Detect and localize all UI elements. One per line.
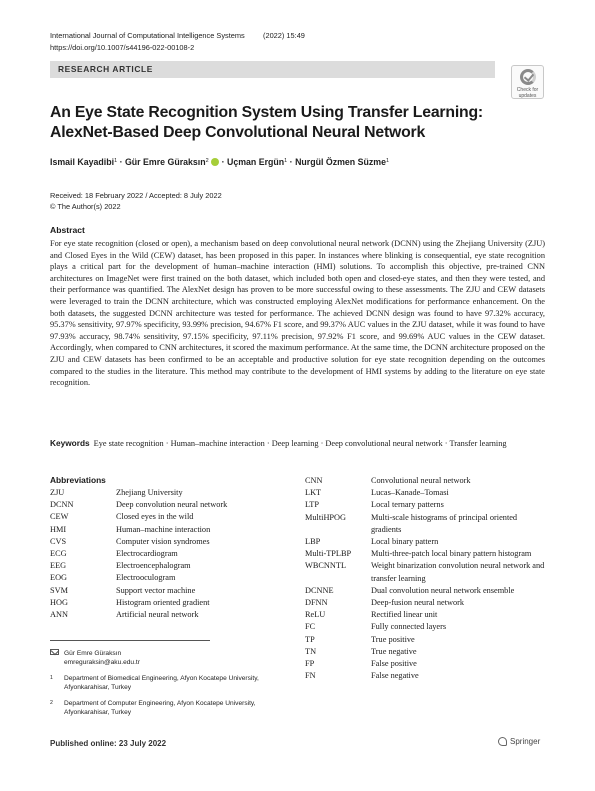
abbreviation-definition: Weight binarization convolution neural network and transfer learning bbox=[371, 561, 545, 583]
abbreviation-definition: Local ternary patterns bbox=[371, 500, 444, 510]
abbreviation-definition: False negative bbox=[371, 671, 419, 681]
abbreviation-term: DCNN bbox=[50, 500, 74, 510]
abbreviation-row bbox=[305, 609, 545, 621]
abbreviation-definition: Human–machine interaction bbox=[116, 524, 211, 534]
abbreviation-definition: True positive bbox=[371, 634, 415, 644]
abbreviation-definition: Electroencephalogram bbox=[116, 561, 191, 571]
author-list: Ismail Kayadibi$^1$ · Gür Emre Güraksın$^2$ · Uçman Ergün$^1$ · Nurgül Özmen Süzme$^1$ bbox=[50, 157, 390, 167]
abbreviation-row bbox=[305, 646, 545, 658]
springer-horse-icon bbox=[498, 737, 507, 746]
affiliation-note bbox=[50, 699, 280, 717]
publisher-logo[interactable] bbox=[498, 737, 540, 746]
abbreviation-row bbox=[305, 621, 545, 633]
abbreviation-row bbox=[305, 658, 545, 670]
title-line-1: An Eye State Recognition System Using Transfer Learning: bbox=[50, 104, 483, 121]
keywords bbox=[50, 437, 545, 450]
author-affiliation-marker: 1 bbox=[385, 158, 390, 164]
abbreviations-heading: Abbreviations bbox=[50, 475, 106, 485]
paper-title bbox=[50, 103, 490, 143]
affiliation-text: Department of Biomedical Engineering, Afyon Kocatepe University, Afyonkarahisar, Turkey bbox=[64, 675, 259, 692]
abbreviation-row bbox=[50, 548, 280, 560]
journal-name: International Journal of Computational Intelligence Systems bbox=[50, 31, 245, 40]
abbreviation-term: ZJU bbox=[50, 488, 65, 497]
abbreviation-definition: Zhejiang University bbox=[116, 488, 183, 497]
abbreviation-definition: Rectified linear unit bbox=[371, 610, 438, 620]
abbreviation-row bbox=[305, 634, 545, 646]
abbreviation-row bbox=[50, 560, 280, 572]
abbreviation-definition: Electrooculogram bbox=[116, 573, 176, 583]
abbreviation-row bbox=[50, 536, 280, 548]
abbreviation-term: EOG bbox=[50, 573, 68, 583]
abbreviation-term: WBCNNTL bbox=[305, 561, 347, 571]
abbreviation-row bbox=[305, 548, 545, 560]
abbreviation-definition: Convolutional neural network bbox=[371, 476, 471, 485]
received-accepted-dates: Received: 18 February 2022 / Accepted: 8 July 2022 bbox=[50, 191, 222, 200]
abbreviation-term: DFNN bbox=[305, 598, 328, 608]
abbreviation-row bbox=[305, 475, 545, 487]
abbreviation-term: MultiHPOG bbox=[305, 512, 347, 522]
abbreviation-row bbox=[50, 572, 280, 584]
abbreviation-term: FN bbox=[305, 671, 316, 681]
doi-link[interactable]: https://doi.org/10.1007/s44196-022-00108-2 bbox=[50, 43, 195, 52]
affiliation-number: 1 bbox=[50, 675, 53, 681]
abbreviation-row bbox=[305, 560, 545, 584]
author-affiliation-marker: 1 bbox=[284, 158, 288, 164]
author-affiliation-marker: 1 bbox=[114, 158, 118, 164]
abbreviation-row bbox=[305, 597, 545, 609]
abbreviation-row bbox=[50, 609, 280, 621]
abbreviation-definition: Support vector machine bbox=[116, 585, 196, 595]
abbreviation-term: DCNNE bbox=[305, 585, 334, 595]
affiliation-text: Department of Computer Engineering, Afyon Kocatepe University, Afyonkarahisar, Turkey bbox=[64, 700, 256, 717]
abbreviation-definition: Fully connected layers bbox=[371, 622, 447, 632]
abbreviation-term: SVM bbox=[50, 585, 68, 595]
abbreviation-term: LBP bbox=[305, 537, 321, 547]
abbreviation-term: TN bbox=[305, 646, 317, 656]
abbreviation-row bbox=[50, 585, 280, 597]
author-name[interactable]: Nurgül Özmen Süzme bbox=[295, 157, 386, 167]
keywords-label: Keywords bbox=[50, 438, 90, 448]
abbreviation-definition: True negative bbox=[371, 646, 417, 656]
abbreviation-row bbox=[305, 487, 545, 499]
abbreviation-definition: Histogram oriented gradient bbox=[116, 597, 210, 607]
affiliation-number: 2 bbox=[50, 700, 53, 706]
abbreviation-term: ReLU bbox=[305, 610, 326, 620]
abbreviation-term: LKT bbox=[305, 488, 322, 498]
abbreviation-term: HOG bbox=[50, 597, 68, 607]
article-type-label: RESEARCH ARTICLE bbox=[58, 64, 153, 74]
check-for-updates-label: Check for updates bbox=[516, 87, 539, 99]
check-for-updates-badge[interactable] bbox=[511, 65, 544, 99]
orcid-icon[interactable] bbox=[211, 158, 219, 166]
abbreviation-row bbox=[50, 597, 280, 609]
author-name[interactable]: Ismail Kayadibi bbox=[50, 157, 115, 167]
abbreviation-definition: Closed eyes in the wild bbox=[116, 512, 194, 522]
abbreviation-term: CEW bbox=[50, 512, 69, 522]
title-line-2: AlexNet-Based Deep Convolutional Neural Network bbox=[50, 124, 426, 141]
abbreviation-row bbox=[305, 512, 545, 536]
volume-info: (2022) 15:49 bbox=[263, 31, 305, 40]
abbreviation-row bbox=[305, 499, 545, 511]
abbreviation-term: CVS bbox=[50, 536, 67, 546]
abbreviation-definition: Artificial neural network bbox=[116, 610, 199, 620]
author-affiliation-marker: 2 bbox=[205, 158, 209, 164]
corresponding-author-name: Gür Emre Güraksın bbox=[64, 650, 122, 657]
abbreviation-row bbox=[305, 536, 545, 548]
abbreviation-row bbox=[50, 524, 280, 536]
corresponding-author-email[interactable]: emreguraksin@aku.edu.tr bbox=[64, 659, 140, 667]
author-name[interactable]: Gür Emre Güraksın bbox=[124, 157, 206, 167]
abbreviation-term: CNN bbox=[305, 476, 323, 485]
abbreviation-row bbox=[305, 585, 545, 597]
abbreviation-term: LTP bbox=[305, 500, 319, 510]
abbreviations-list-right bbox=[305, 475, 545, 682]
abbreviation-definition: Computer vision syndromes bbox=[116, 536, 210, 546]
email-icon bbox=[50, 649, 59, 655]
author-name[interactable]: Uçman Ergün bbox=[226, 157, 285, 167]
abstract-heading: Abstract bbox=[50, 225, 85, 235]
abbreviation-term: ANN bbox=[50, 610, 68, 620]
abbreviation-term: Multi-TPLBP bbox=[305, 549, 352, 559]
abbreviation-definition: False positive bbox=[371, 659, 417, 669]
copyright-notice: © The Author(s) 2022 bbox=[50, 202, 121, 211]
abbreviation-definition: Lucas–Kanade–Tomasi bbox=[371, 488, 449, 498]
keywords-list: Eye state recognition · Human–machine interaction · Deep learning · Deep convolutional neural network · Transfer learning bbox=[93, 439, 507, 448]
corresponding-author-note bbox=[50, 649, 280, 667]
abbreviation-term: TP bbox=[305, 634, 315, 644]
abbreviation-definition: Local binary pattern bbox=[371, 537, 439, 547]
abbreviation-definition: Multi-three-patch local binary pattern histogram bbox=[371, 549, 532, 559]
check-for-updates-icon bbox=[520, 69, 536, 85]
affiliation-note bbox=[50, 674, 280, 692]
abbreviation-definition: Deep convolution neural network bbox=[116, 500, 228, 510]
abbreviation-term: HMI bbox=[50, 524, 67, 534]
abbreviation-term: EEG bbox=[50, 561, 67, 571]
article-type-bar bbox=[50, 61, 495, 78]
abstract-body: For eye state recognition (closed or open), a mechanism based on deep convolutional neural network (DCNN) using the Zhejiang University (ZJU) and Closed Eyes in the Wild (CEW) dataset, has been proposed in this paper. In instances where blinking is consequential, eye state recognition plays a critical part for the development of human–machine interaction (HMI) solutions. To accomplish this objective, pre-trained CNN architectures on ImageNet were first trained on the both dataset, which included both open and closed-eye states, and then they were tested, and their performance was quantified. The AlexNet design has proven to be more successful owing to these assessments. The ZJU and CEW datasets were leveraged to train the DCNN architecture, which was constructed employing AlexNet modifications for performance enhancement. On the both datasets, the suggested DCNN architecture was tested for performance. The achieved DCNN design was found to have 97.32% accuracy, 95.37% sensitivity, 97.97% specificity, 93.99% precision, 94.67% F1 score, and 99.37% AUC values in the ZJU dataset, while it was found to have 97.93% accuracy, 98.74% sensitivity, 97.15% specificity, 97.11% precision, 97.92% F1 score, and 99.69% AUC values in the CEW dataset. Accordingly, when compared to CNN architectures, it scored the maximum performance. At the same time, the DCNN architecture proposed on the ZJU and CEW datasets has been confirmed to be an acceptable and productive solution for eye state recognition depending on the outcomes compared to the studies in the literature. This method may contribute to the development of HMI systems by adding to the literature on eye state recognition. bbox=[50, 239, 545, 388]
abbreviations-list-left bbox=[50, 487, 280, 621]
published-online: Published online: 23 July 2022 bbox=[50, 739, 167, 748]
abbreviation-definition: Dual convolution neural network ensemble bbox=[371, 585, 515, 595]
abbreviation-definition: Electrocardiogram bbox=[116, 549, 178, 559]
abbreviation-row bbox=[50, 487, 280, 499]
abbreviation-term: FC bbox=[305, 622, 316, 632]
abbreviation-row bbox=[305, 670, 545, 682]
abbreviation-term: ECG bbox=[50, 549, 67, 559]
abbreviation-term: FP bbox=[305, 659, 315, 669]
abbreviation-row bbox=[50, 499, 280, 511]
publisher-name: Springer bbox=[510, 737, 541, 746]
footnote-divider bbox=[50, 640, 210, 641]
article-dates bbox=[50, 190, 222, 212]
abbreviation-definition: Deep-fusion neural network bbox=[371, 598, 465, 608]
abbreviation-definition: Multi-scale histograms of principal oriented gradients bbox=[371, 512, 518, 534]
abbreviation-row bbox=[50, 511, 280, 523]
